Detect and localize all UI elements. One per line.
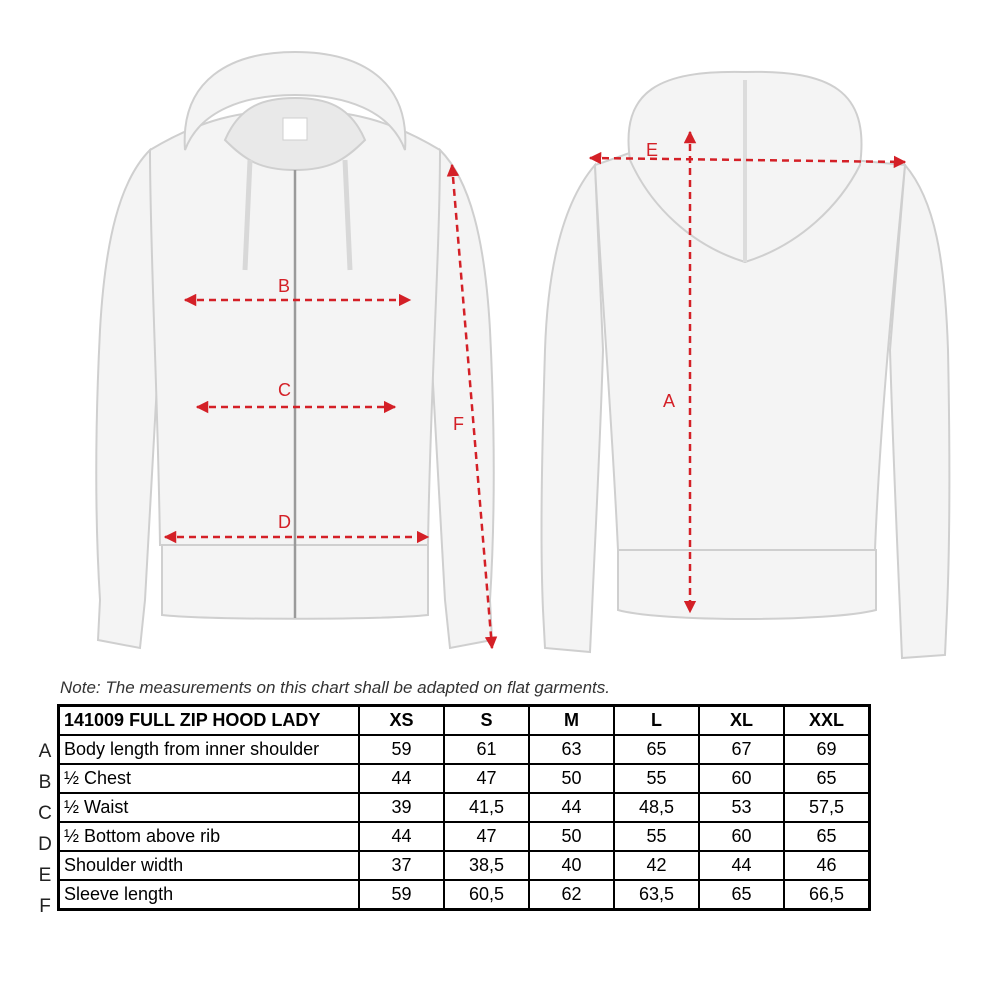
measurement-value: 46 (784, 851, 870, 880)
table-row (59, 822, 870, 851)
measurement-value: 65 (699, 880, 784, 910)
measure-label-a: A (663, 391, 676, 411)
row-letter-column (34, 736, 56, 922)
measurement-value: 47 (444, 822, 529, 851)
row-letter: E (38, 865, 52, 886)
row-letter: C (38, 803, 52, 824)
measurement-label: Body length from inner shoulder (59, 735, 360, 764)
size-header: S (444, 706, 529, 736)
product-name-header: 141009 FULL ZIP HOOD LADY (59, 706, 360, 736)
measurement-value: 65 (614, 735, 699, 764)
measurement-value: 47 (444, 764, 529, 793)
measurement-value: 38,5 (444, 851, 529, 880)
measurement-label: Shoulder width (59, 851, 360, 880)
measure-label-d: D (278, 512, 291, 532)
table-header-row (59, 706, 870, 736)
row-letter: B (38, 772, 52, 793)
measurement-value: 44 (529, 793, 614, 822)
measurement-value: 48,5 (614, 793, 699, 822)
size-header: L (614, 706, 699, 736)
size-header: XXL (784, 706, 870, 736)
table-row (59, 735, 870, 764)
measurement-value: 65 (784, 764, 870, 793)
measurement-value: 60 (699, 764, 784, 793)
measurement-value: 44 (359, 764, 444, 793)
measure-label-c: C (278, 380, 291, 400)
size-header: XL (699, 706, 784, 736)
measure-label-e: E (646, 140, 659, 160)
measurement-value: 59 (359, 735, 444, 764)
size-chart-table (57, 704, 871, 911)
measurement-value: 61 (444, 735, 529, 764)
measure-label-f: F (453, 414, 464, 434)
size-header: M (529, 706, 614, 736)
table-row (59, 880, 870, 910)
measurement-value: 69 (784, 735, 870, 764)
row-letter: A (38, 741, 52, 762)
measurement-value: 60 (699, 822, 784, 851)
measurement-value: 65 (784, 822, 870, 851)
measurement-value: 50 (529, 764, 614, 793)
size-header: XS (359, 706, 444, 736)
measurement-value: 55 (614, 822, 699, 851)
measurement-value: 42 (614, 851, 699, 880)
measurement-value: 66,5 (784, 880, 870, 910)
measurement-value: 41,5 (444, 793, 529, 822)
measurement-value: 60,5 (444, 880, 529, 910)
measurement-value: 44 (699, 851, 784, 880)
measurement-value: 62 (529, 880, 614, 910)
measurement-value: 40 (529, 851, 614, 880)
measurement-label: ½ Waist (59, 793, 360, 822)
measurement-value: 55 (614, 764, 699, 793)
table-row (59, 851, 870, 880)
measurement-value: 57,5 (784, 793, 870, 822)
row-letter: D (38, 834, 52, 855)
measurement-value: 59 (359, 880, 444, 910)
measurement-label: ½ Bottom above rib (59, 822, 360, 851)
measurement-value: 37 (359, 851, 444, 880)
measure-label-b: B (278, 276, 291, 296)
measurement-note: Note: The measurements on this chart shall be adapted on flat garments. (60, 678, 610, 697)
measurement-value: 53 (699, 793, 784, 822)
measurement-value: 63,5 (614, 880, 699, 910)
measurement-value: 39 (359, 793, 444, 822)
measurement-label: Sleeve length (59, 880, 360, 910)
measurement-label: ½ Chest (59, 764, 360, 793)
measurement-value: 63 (529, 735, 614, 764)
row-letter: F (39, 896, 51, 917)
measurement-value: 50 (529, 822, 614, 851)
measurement-value: 67 (699, 735, 784, 764)
measurement-value: 44 (359, 822, 444, 851)
table-row (59, 764, 870, 793)
table-row (59, 793, 870, 822)
